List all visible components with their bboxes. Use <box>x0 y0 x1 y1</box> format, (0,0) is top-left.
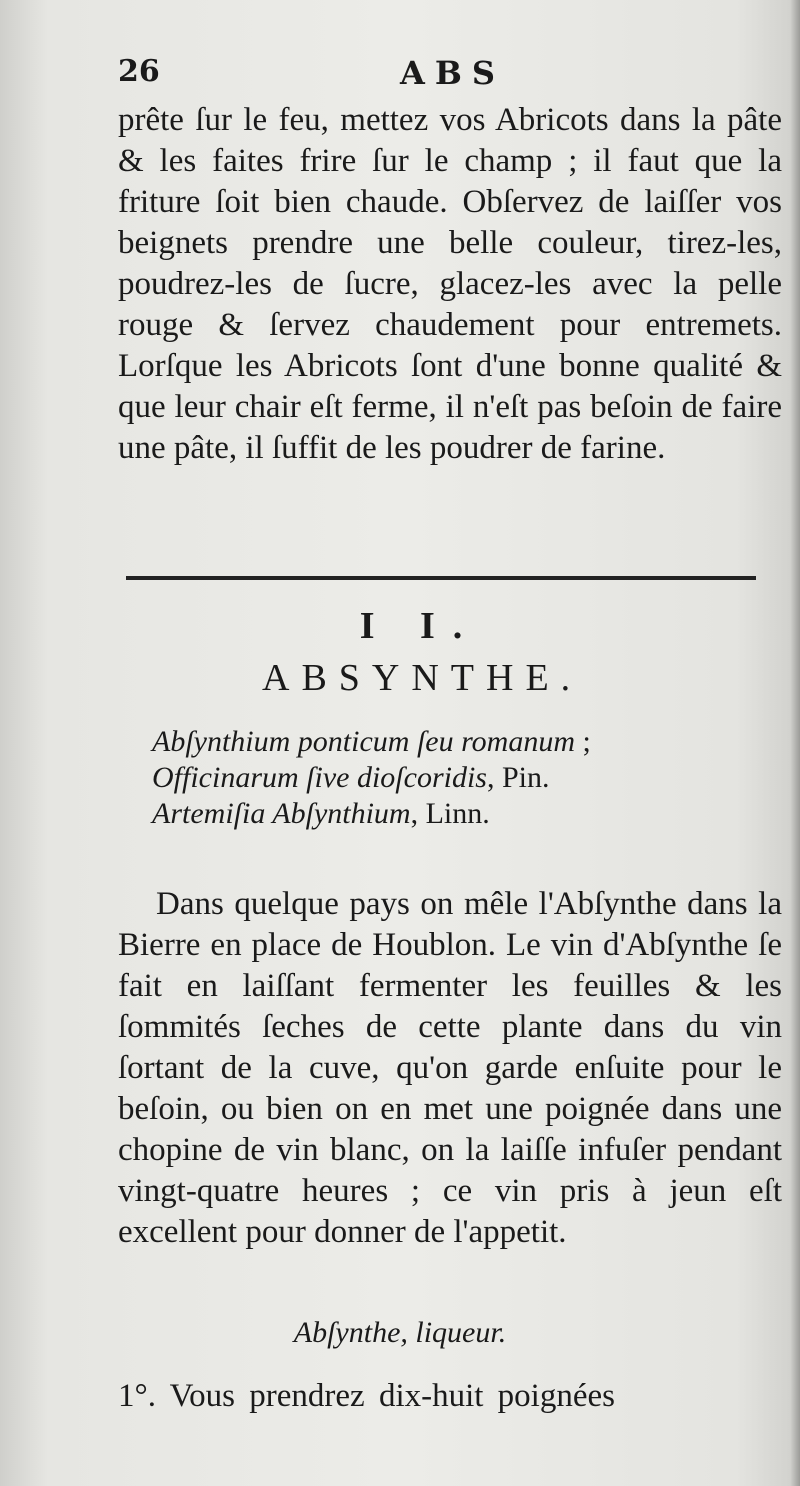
latin-name-suffix: , Pin. <box>486 761 550 794</box>
latin-name-item <box>152 796 732 832</box>
page-number: 26 <box>118 54 160 89</box>
running-head: ABS <box>400 54 505 92</box>
latin-name-item <box>152 760 732 796</box>
section-divider-rule <box>126 576 756 580</box>
section-number: I I. <box>359 605 481 647</box>
subheading-liqueur: Abſynthe, liqueur. <box>293 1316 507 1349</box>
latin-name: Artemiſia Abſynthium <box>152 797 411 830</box>
latin-name-item <box>152 724 732 760</box>
latin-name: Abſynthium ponticum ſeu romanum <box>152 725 576 758</box>
page-header <box>118 54 778 98</box>
latin-name-suffix: ; <box>575 725 591 758</box>
section-title: ABSYNTHE. <box>262 657 583 699</box>
paragraph-absinthe-wine: Dans quelque pays on mêle l'Abſynthe dans la Bierre en place de Houblon. Le vin d'Abſynthe ſe fait en laiſſant fermenter les feuilles & les ſommités ſeches de cette plante dans du vin ſortant de la cuve, qu'on garde enſuite pour le beſoin, ou bien on en met une poignée dans une chopine de vin blanc, on la laiſſe infuſer pendant vingt-quatre heures ; ce vin pris à jeun eſt excellent pour donner de l'appetit. <box>118 886 782 1250</box>
paragraph-apricot-fritters: prête ſur le feu, mettez vos Abricots dans la pâte & les faites frire ſur le champ ; il faut que la friture ſoit bien chaude. Obſervez de laiſſer vos beignets prendre une belle couleur, tirez-les, poudrez-les de ſucre, glacez-les avec la pelle rouge & ſervez chaudement pour entremets. Lorſque les Abricots ſont d'une bonne qualité & que leur chair eſt ferme, il n'eſt pas beſoin de faire une pâte, il ſuffit de les poudrer de farine. <box>118 102 782 466</box>
latin-names-list <box>152 724 732 832</box>
latin-name: Officinarum ſive dioſcoridis <box>152 761 487 794</box>
page-gutter-shadow <box>790 0 800 1486</box>
paragraph-recipe-start: 1°. Vous prendrez dix-huit poignées <box>118 1378 615 1414</box>
latin-name-suffix: , Linn. <box>410 797 490 830</box>
